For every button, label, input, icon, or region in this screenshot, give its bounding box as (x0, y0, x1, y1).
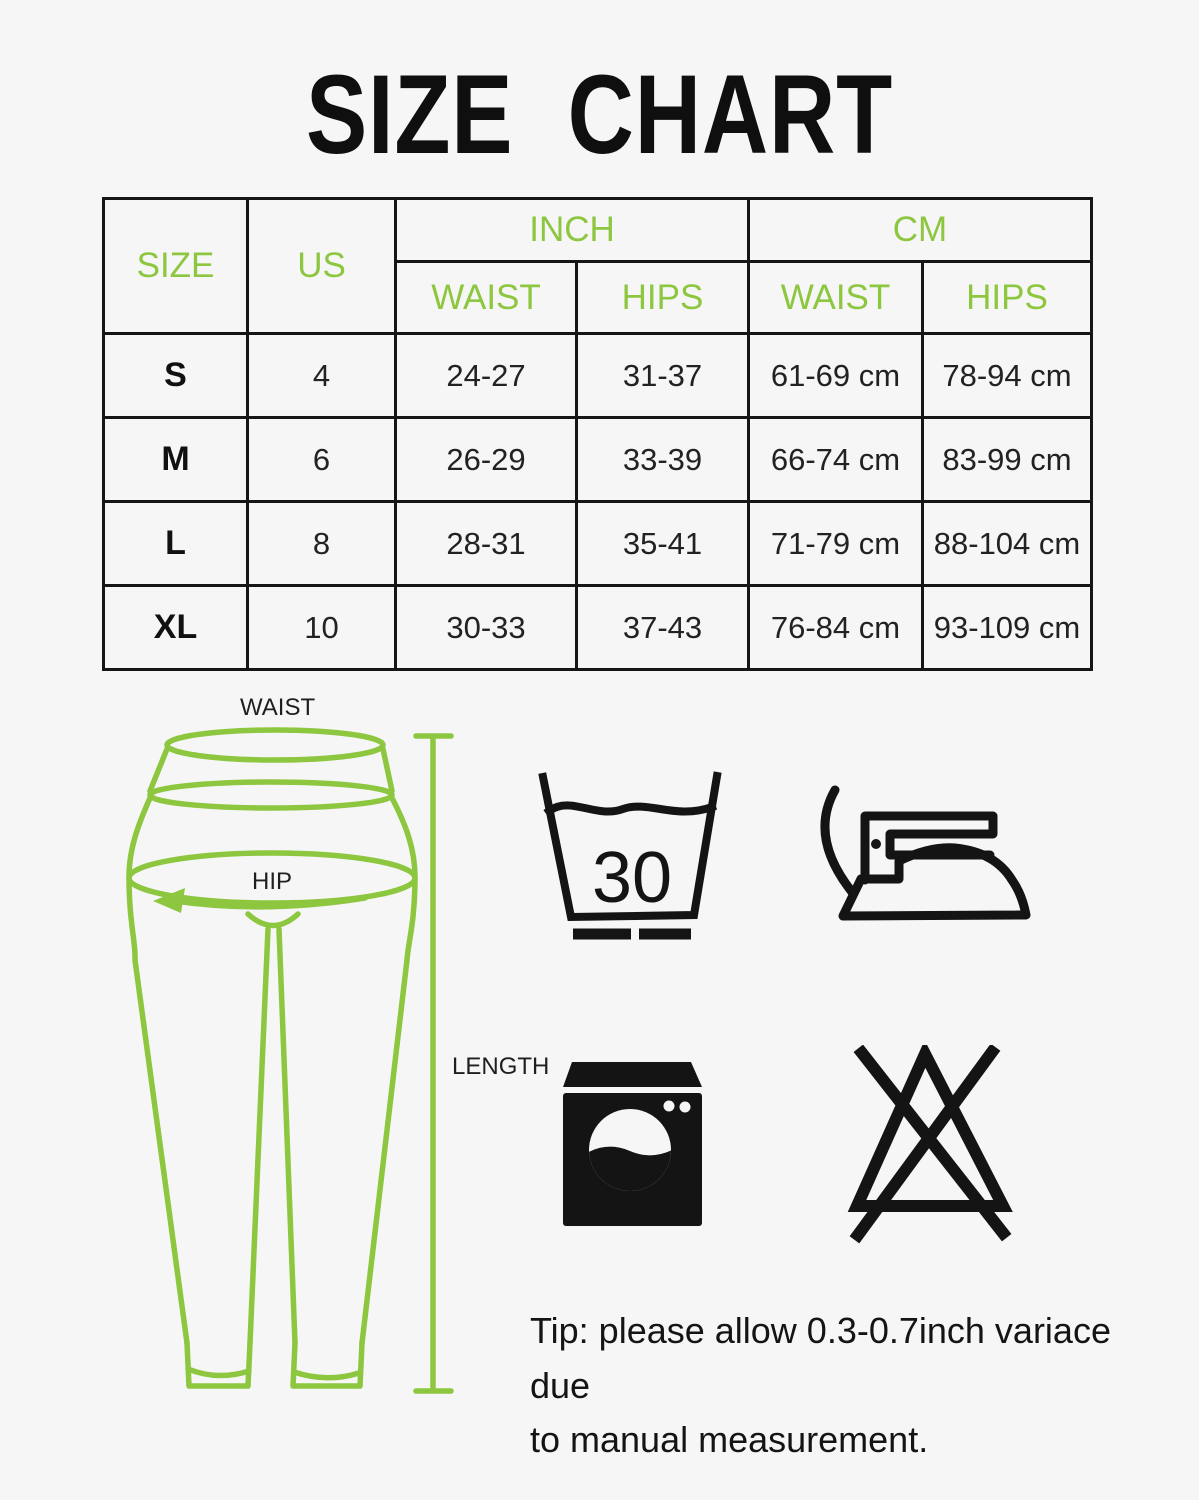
iron-icon (810, 782, 1045, 937)
length-measure-line (416, 736, 451, 1391)
table-cell: 31-37 (577, 334, 749, 418)
size-table (102, 197, 1093, 671)
table-cell: 88-104 cm (923, 502, 1092, 586)
left-outline (129, 798, 187, 1343)
right-outline (362, 798, 415, 1343)
table-cell: 71-79 cm (749, 502, 923, 586)
inseams (250, 929, 295, 1343)
table-cell: 66-74 cm (749, 418, 923, 502)
header-cm: CM (749, 199, 1092, 262)
crotch-curve (248, 914, 298, 926)
table-cell: 93-109 cm (923, 586, 1092, 670)
table-cell: 37-43 (577, 586, 749, 670)
left-cuff (187, 1343, 250, 1386)
iron-dot (871, 839, 881, 849)
table-cell: 10 (248, 586, 396, 670)
iron-cord (825, 790, 852, 892)
table-row (104, 418, 1092, 502)
header-inch: INCH (396, 199, 749, 262)
header-us: US (248, 199, 396, 334)
table-cell: 78-94 cm (923, 334, 1092, 418)
header-cm-waist: WAIST (749, 262, 923, 334)
machine-lid (563, 1062, 702, 1087)
header-inch-waist: WAIST (396, 262, 577, 334)
table-cell: 8 (248, 502, 396, 586)
table-cell: 28-31 (396, 502, 577, 586)
page-title: SIZE CHART (305, 52, 894, 177)
header-cm-hips: HIPS (923, 262, 1092, 334)
machine-wash-30-icon (535, 765, 725, 950)
table-cell: 30-33 (396, 586, 577, 670)
washing-machine-icon (560, 1058, 706, 1230)
table-cell: L (104, 502, 248, 586)
table-row (104, 586, 1092, 670)
waist-label: WAIST (240, 694, 316, 721)
table-cell: 35-41 (577, 502, 749, 586)
water-line (549, 805, 712, 811)
machine-knob (680, 1102, 691, 1113)
table-cell: 24-27 (396, 334, 577, 418)
table-cell: 26-29 (396, 418, 577, 502)
table-cell: S (104, 334, 248, 418)
table-cell: M (104, 418, 248, 502)
tip-line-2: to manual measurement. (530, 1419, 929, 1461)
table-cell: 61-69 cm (749, 334, 923, 418)
machine-knob (664, 1101, 675, 1112)
length-label: LENGTH (452, 1053, 550, 1080)
waistband-ellipse (150, 782, 392, 808)
table-cell: 83-99 cm (923, 418, 1092, 502)
header-inch-hips: HIPS (577, 262, 749, 334)
right-cuff (293, 1343, 362, 1386)
table-cell: XL (104, 586, 248, 670)
table-cell: 6 (248, 418, 396, 502)
table-cell: 76-84 cm (749, 586, 923, 670)
leggings-diagram (105, 685, 565, 1415)
wash-temperature: 30 (591, 838, 673, 918)
table-row (104, 334, 1092, 418)
table-cell: 4 (248, 334, 396, 418)
table-cell: 33-39 (577, 418, 749, 502)
do-not-tumble-dry-icon (835, 1045, 1020, 1245)
measurement-tip (530, 1304, 1170, 1468)
header-size: SIZE (104, 199, 248, 334)
hip-label: HIP (252, 868, 293, 895)
table-row (104, 502, 1092, 586)
tip-line-1: Tip: please allow 0.3-0.7inch variace due (530, 1310, 1111, 1406)
waist-ellipse (167, 730, 383, 760)
